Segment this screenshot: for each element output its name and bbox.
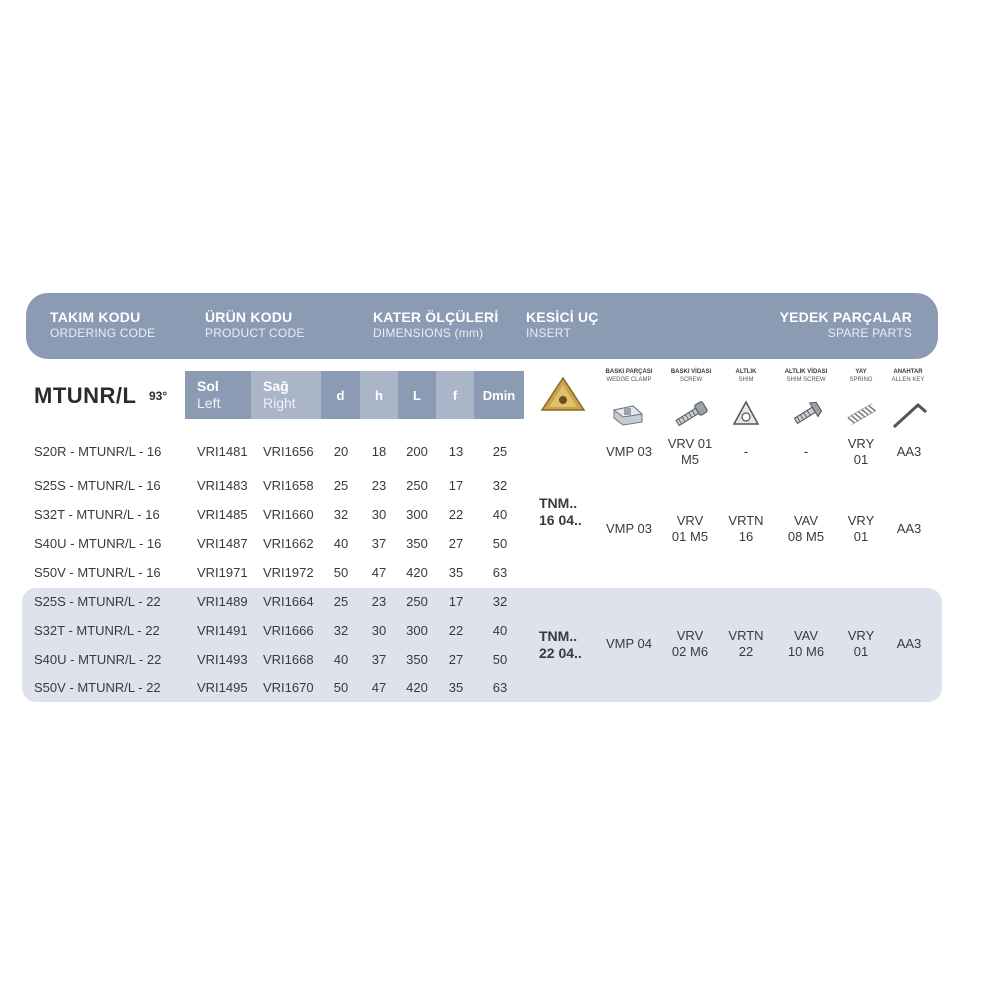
row-dim-d: 40	[333, 652, 349, 667]
row-dim-f: 22	[448, 507, 464, 522]
g3-wedge-clamp: VMP 04	[605, 636, 652, 651]
row-product-code-left: VRI1487	[197, 536, 248, 551]
row-product-code-left: VRI1495	[197, 680, 248, 695]
g3-shim-screw: VAV 10 M6	[787, 628, 825, 659]
table-row	[0, 678, 1000, 698]
row-ordering-code: S20R - MTUNR/L - 16	[34, 444, 162, 459]
row-dim-f: 35	[448, 565, 464, 580]
row-dim-l: 420	[406, 565, 428, 580]
row-ordering-code: S50V - MTUNR/L - 16	[34, 565, 161, 580]
g3-spring: VRY 01	[847, 628, 875, 659]
col-header-sag: Sağ Right	[251, 371, 321, 419]
row-product-code-left: VRI1971	[197, 565, 248, 580]
row-product-code-right: VRI1666	[263, 623, 314, 638]
row-product-code-right: VRI1664	[263, 594, 314, 609]
spring-icon	[845, 400, 879, 428]
g3-allen-key: AA3	[896, 636, 922, 651]
row-dim-dmin: 50	[492, 536, 508, 551]
row-dim-l: 350	[406, 652, 428, 667]
spare-header-spring: YAY SPRING	[849, 369, 873, 383]
g1-shim: -	[743, 444, 749, 459]
row-dim-l: 350	[406, 536, 428, 551]
row-dim-d: 32	[333, 507, 349, 522]
tool-name: MTUNR/L	[34, 383, 137, 408]
row-dim-dmin: 40	[492, 623, 508, 638]
header-dimensions: KATER ÖLÇÜLERİ DIMENSIONS (mm)	[373, 309, 499, 340]
row-product-code-left: VRI1489	[197, 594, 248, 609]
g1-allen-key: AA3	[896, 444, 922, 459]
row-dim-dmin: 32	[492, 594, 508, 609]
row-product-code-right: VRI1662	[263, 536, 314, 551]
row-product-code-right: VRI1660	[263, 507, 314, 522]
g2-wedge-clamp: VMP 03	[605, 521, 652, 536]
insert-icon	[540, 376, 586, 414]
table-row	[0, 476, 1000, 496]
row-ordering-code: S40U - MTUNR/L - 16	[34, 536, 162, 551]
spare-header-shim-screw: ALTLIK VİDASI SHIM SCREW	[784, 369, 828, 383]
header-product-code: ÜRÜN KODU PRODUCT CODE	[205, 309, 305, 340]
row-dim-d: 25	[333, 594, 349, 609]
row-product-code-left: VRI1493	[197, 652, 248, 667]
row-dim-dmin: 25	[492, 444, 508, 459]
g2-shim-screw: VAV 08 M5	[787, 513, 825, 544]
row-dim-dmin: 40	[492, 507, 508, 522]
g3-screw: VRV 02 M6	[671, 628, 709, 659]
row-dim-h: 47	[371, 680, 387, 695]
col-header-L: L	[398, 371, 436, 419]
row-product-code-left: VRI1491	[197, 623, 248, 638]
row-dim-dmin: 63	[492, 680, 508, 695]
row-dim-l: 300	[406, 507, 428, 522]
col-header-f: f	[436, 371, 474, 419]
row-ordering-code: S25S - MTUNR/L - 22	[34, 594, 161, 609]
row-dim-dmin: 50	[492, 652, 508, 667]
header-spare-parts: YEDEK PARÇALAR SPARE PARTS	[779, 309, 912, 340]
row-dim-l: 250	[406, 478, 428, 493]
g1-wedge-clamp: VMP 03	[605, 444, 652, 459]
row-dim-f: 17	[448, 594, 464, 609]
row-product-code-right: VRI1670	[263, 680, 314, 695]
spare-header-screw: BASKI VİDASI SCREW	[670, 369, 712, 383]
row-dim-f: 27	[448, 536, 464, 551]
g3-insert: TNM.. 22 04..	[539, 628, 582, 661]
row-dim-f: 22	[448, 623, 464, 638]
row-dim-f: 13	[448, 444, 464, 459]
row-dim-l: 250	[406, 594, 428, 609]
row-product-code-right: VRI1972	[263, 565, 314, 580]
row-dim-f: 35	[448, 680, 464, 695]
g2-screw: VRV 01 M5	[671, 513, 709, 544]
g3-shim: VRTN 22	[728, 628, 764, 659]
row-dim-h: 23	[371, 478, 387, 493]
col-header-d: d	[321, 371, 360, 419]
g2-insert: TNM.. 16 04..	[539, 495, 582, 528]
row-product-code-right: VRI1668	[263, 652, 314, 667]
g2-spring: VRY 01	[847, 513, 875, 544]
allen-key-icon	[892, 400, 928, 428]
spare-header-wedge-clamp: BASKI PARÇASI WEDGE CLAMP	[605, 369, 653, 383]
row-dim-h: 37	[371, 652, 387, 667]
row-product-code-right: VRI1656	[263, 444, 314, 459]
header-tool-code: TAKIM KODU ORDERING CODE	[50, 309, 156, 340]
row-product-code-left: VRI1481	[197, 444, 248, 459]
row-dim-f: 17	[448, 478, 464, 493]
tool-angle: 93°	[149, 389, 168, 403]
row-dim-d: 32	[333, 623, 349, 638]
row-ordering-code: S40U - MTUNR/L - 22	[34, 652, 162, 667]
row-product-code-right: VRI1658	[263, 478, 314, 493]
row-dim-l: 300	[406, 623, 428, 638]
spare-header-shim: ALTLIK SHIM	[735, 369, 757, 383]
row-dim-dmin: 32	[492, 478, 508, 493]
col-header-h: h	[360, 371, 398, 419]
g2-shim: VRTN 16	[728, 513, 764, 544]
row-product-code-left: VRI1485	[197, 507, 248, 522]
row-dim-h: 30	[371, 507, 387, 522]
row-dim-d: 40	[333, 536, 349, 551]
col-header-dmin: Dmin	[474, 371, 524, 419]
row-dim-h: 18	[371, 444, 387, 459]
g1-shim-screw: -	[803, 444, 809, 459]
col-header-sol: Sol Left	[185, 371, 251, 419]
g2-allen-key: AA3	[896, 521, 922, 536]
row-dim-d: 50	[333, 680, 349, 695]
wedge-clamp-icon	[611, 400, 645, 428]
row-dim-h: 30	[371, 623, 387, 638]
table-row	[0, 592, 1000, 612]
g1-spring: VRY 01	[847, 436, 875, 467]
row-ordering-code: S50V - MTUNR/L - 22	[34, 680, 161, 695]
row-ordering-code: S25S - MTUNR/L - 16	[34, 478, 161, 493]
screw-icon	[672, 400, 712, 428]
row-ordering-code: S32T - MTUNR/L - 22	[34, 623, 160, 638]
g1-screw: VRV 01 M5	[667, 436, 713, 467]
row-dim-l: 200	[406, 444, 428, 459]
row-dim-d: 25	[333, 478, 349, 493]
row-dim-dmin: 63	[492, 565, 508, 580]
row-dim-f: 27	[448, 652, 464, 667]
row-product-code-left: VRI1483	[197, 478, 248, 493]
row-dim-l: 420	[406, 680, 428, 695]
header-insert: KESİCİ UÇ INSERT	[526, 309, 599, 340]
row-dim-d: 50	[333, 565, 349, 580]
row-ordering-code: S32T - MTUNR/L - 16	[34, 507, 160, 522]
row-dim-d: 20	[333, 444, 349, 459]
row-dim-h: 23	[371, 594, 387, 609]
table-row	[0, 563, 1000, 583]
row-dim-h: 47	[371, 565, 387, 580]
row-dim-h: 37	[371, 536, 387, 551]
shim-icon	[732, 400, 760, 428]
shim-screw-icon	[790, 400, 824, 428]
spare-header-allen-key: ANAHTAR ALLEN KEY	[891, 369, 925, 383]
